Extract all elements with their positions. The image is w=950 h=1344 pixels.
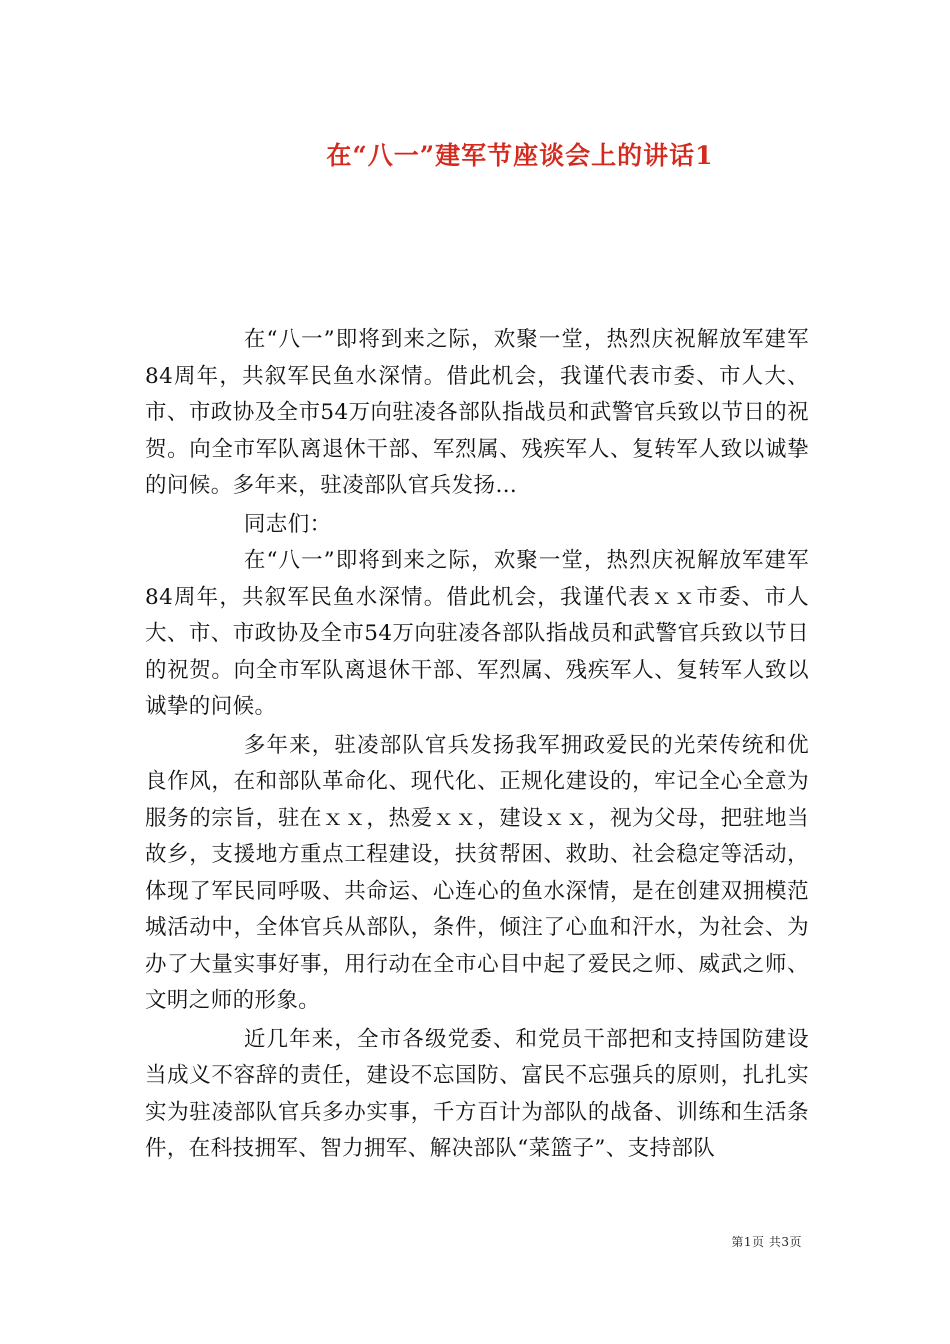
paragraph-greeting: 在“八一”即将到来之际，欢聚一堂，热烈庆祝解放军建军84周年，共叙军民鱼水深情。借此机会，我谨代表ｘｘ市委、市人大、市、市政协及全市54万向驻凌各部队指战员和武警官兵致以节日的祝贺。向全市军队离退休干部、军烈属、残疾军人、复转军人致以诚挚的问候。 xyxy=(145,548,809,719)
page-number: 第1页 共3页 xyxy=(731,1235,802,1249)
paragraph-local-support: 近几年来，全市各级党委、和党员干部把和支持国防建设当成义不容辞的责任，建设不忘国防、富民不忘强兵的原则，扎扎实实为驻凌部队官兵多办实事，千方百计为部队的战备、训练和生活条件，在科技拥军、智力拥军、解决部队“菜篮子”、支持部队 xyxy=(145,1026,809,1161)
paragraph-summary: 在“八一”即将到来之际，欢聚一堂，热烈庆祝解放军建军84周年，共叙军民鱼水深情。借此机会，我谨代表市委、市人大、市、市政协及全市54万向驻凌各部队指战员和武警官兵致以节日的祝贺。向全市军队离退休干部、军烈属、残疾军人、复转军人致以诚挚的问候。多年来，驻凌部队官兵发扬… xyxy=(145,327,809,498)
document-body xyxy=(145,322,809,1168)
paragraph-army-contribution: 多年来，驻凌部队官兵发扬我军拥政爱民的光荣传统和优良作风，在和部队革命化、现代化、正规化建设的，牢记全心全意为服务的宗旨，驻在ｘｘ，热爱ｘｘ，建设ｘｘ，视为父母，把驻地当故乡，支援地方重点工程建设，扶贫帮困、救助、社会稳定等活动，体现了军民同呼吸、共命运、心连心的鱼水深情，是在创建双拥模范城活动中，全体官兵从部队，条件，倾注了心血和汗水，为社会、为办了大量实事好事，用行动在全市心目中起了爱民之师、威武之师、文明之师的形象。 xyxy=(145,732,809,1013)
paragraph-salutation: 同志们： xyxy=(243,511,332,537)
document-title: 在“八一”建军节座谈会上的讲话1 xyxy=(326,141,714,170)
